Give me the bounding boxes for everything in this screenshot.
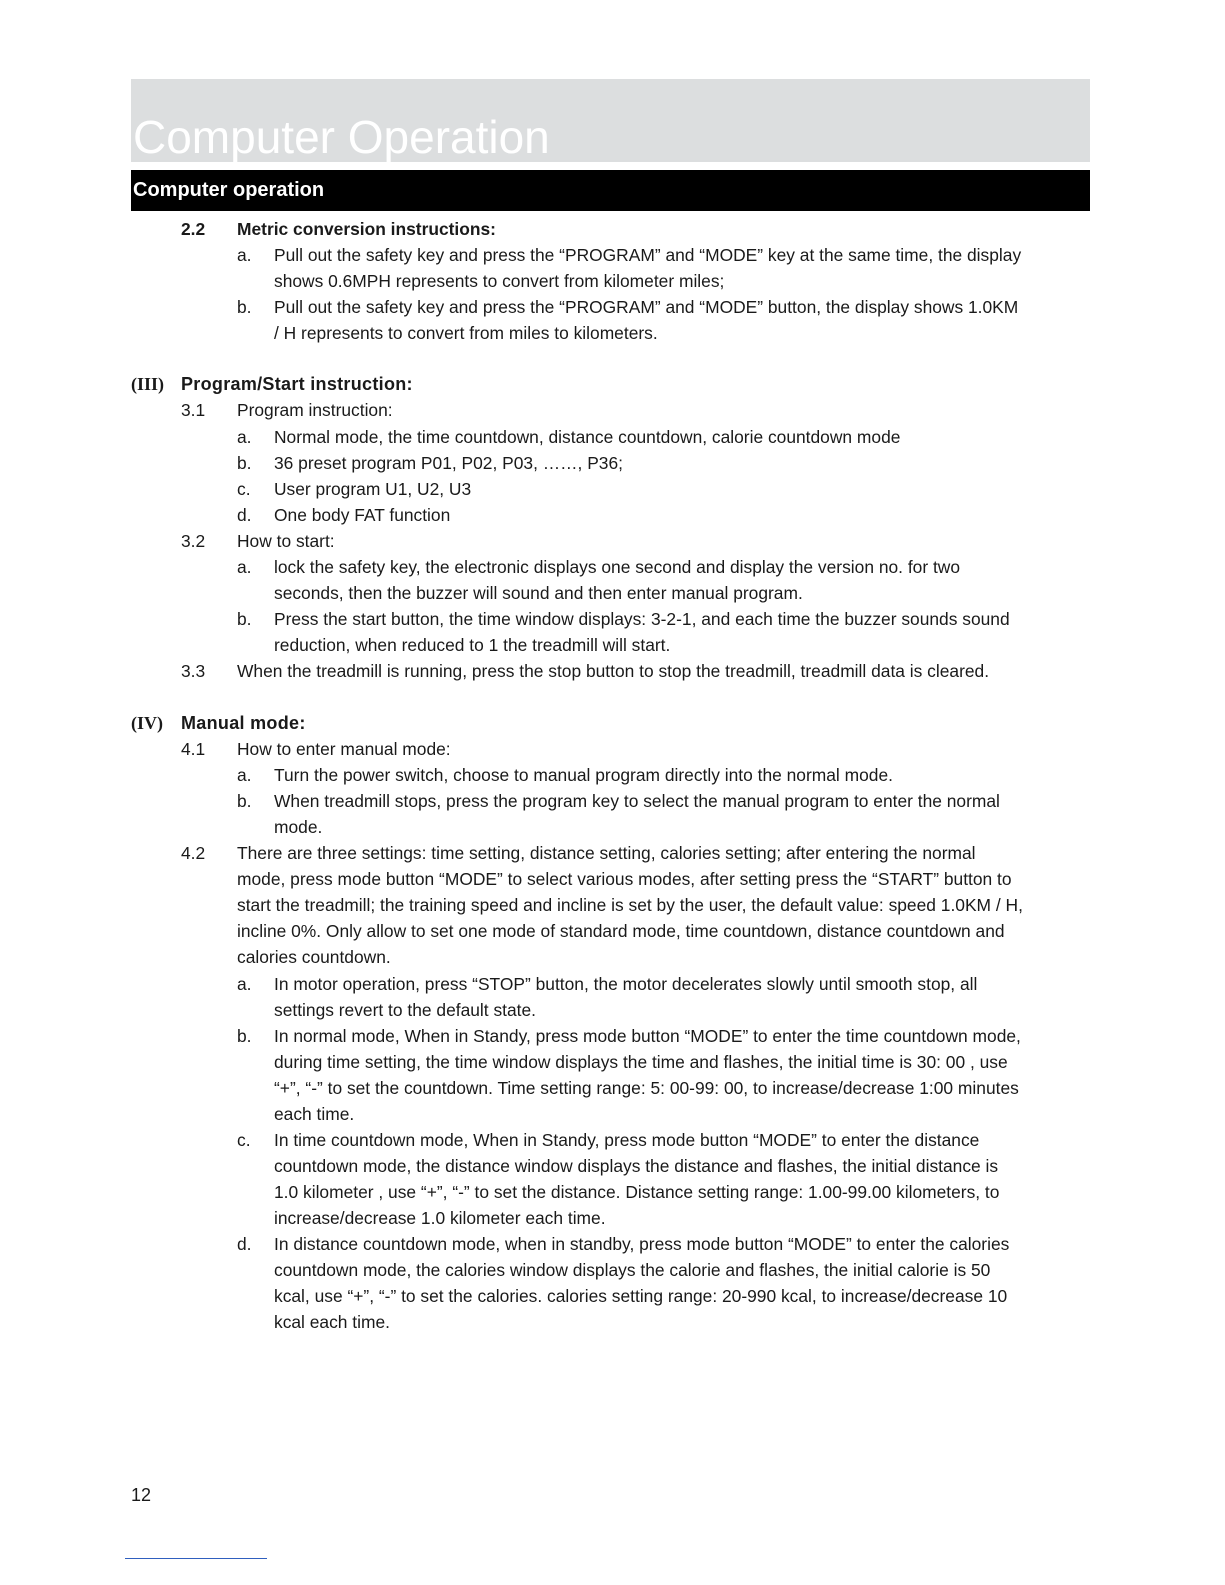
- list-item-text: countdown mode, the distance window displays the distance and flashes, the initial distance is: [274, 1156, 999, 1176]
- list-marker: b.: [237, 791, 252, 811]
- list-item-text: 36 preset program P01, P02, P03, ……, P36;: [274, 453, 623, 473]
- list-marker: d.: [237, 505, 252, 525]
- list-marker: a.: [237, 765, 252, 785]
- list-marker: a.: [237, 427, 252, 447]
- subsection-heading: Metric conversion instructions:: [237, 219, 496, 239]
- list-item-text: 1.0 kilometer , use “+”, “-” to set the distance. Distance setting range: 1.00-99.00 kilometers, to: [274, 1182, 1000, 1202]
- list-item-text: In distance countdown mode, when in standby, press mode button “MODE” to enter the calories: [274, 1234, 1010, 1254]
- subsection-number: 4.1: [181, 739, 206, 759]
- section-heading: Manual mode:: [181, 713, 306, 733]
- section-bar: [131, 170, 1090, 211]
- list-item-text: during time setting, the time window displays the time and flashes, the initial time is 30: 00 , use: [274, 1052, 1008, 1072]
- list-marker: b.: [237, 297, 252, 317]
- subsection-number: 2.2: [181, 219, 206, 239]
- subsection-text: When the treadmill is running, press the stop button to stop the treadmill, treadmill data is cleared.: [237, 661, 990, 681]
- list-item-text: Turn the power switch, choose to manual program directly into the normal mode.: [274, 765, 893, 785]
- list-marker: a.: [237, 557, 252, 577]
- subsection-number: 3.2: [181, 531, 206, 551]
- section-roman-numeral: (III): [131, 374, 165, 394]
- list-item-text: In time countdown mode, When in Standy, press mode button “MODE” to enter the distance: [274, 1130, 980, 1150]
- list-marker: b.: [237, 609, 252, 629]
- subsection-number: 3.3: [181, 661, 206, 681]
- list-item-text: Press the start button, the time window displays: 3-2-1, and each time the buzzer sounds sound: [274, 609, 1010, 629]
- list-item-text: In normal mode, When in Standy, press mode button “MODE” to enter the time countdown mode,: [274, 1026, 1021, 1046]
- list-item-text: mode.: [274, 817, 323, 837]
- subsection-number: 4.2: [181, 843, 206, 863]
- subsection-text: How to enter manual mode:: [237, 739, 451, 759]
- page-title: Computer Operation: [133, 111, 550, 163]
- subsection-text: How to start:: [237, 531, 335, 551]
- list-marker: c.: [237, 479, 251, 499]
- section-heading: Program/Start instruction:: [181, 374, 413, 394]
- page-number: 12: [131, 1485, 152, 1505]
- subsection-number: 3.1: [181, 400, 206, 420]
- list-item-text: Pull out the safety key and press the “PROGRAM” and “MODE” key at the same time, the display: [274, 245, 1022, 265]
- list-item-text: One body FAT function: [274, 505, 451, 525]
- list-item-text: lock the safety key, the electronic displays one second and display the version no. for two: [274, 557, 961, 577]
- list-item-text: In motor operation, press “STOP” button, the motor decelerates slowly until smooth stop, all: [274, 974, 978, 994]
- list-item-text: settings revert to the default state.: [274, 1000, 536, 1020]
- paragraph-line: calories countdown.: [237, 947, 391, 967]
- list-item-text: / H represents to convert from miles to kilometers.: [274, 323, 658, 343]
- section-roman-numeral: (IV): [131, 713, 163, 733]
- list-item-text: shows 0.6MPH represents to convert from kilometer miles;: [274, 271, 725, 291]
- list-marker: a.: [237, 245, 252, 265]
- section-bar-title: Computer operation: [133, 179, 325, 201]
- list-item-text: reduction, when reduced to 1 the treadmill will start.: [274, 635, 671, 655]
- list-item-text: When treadmill stops, press the program key to select the manual program to enter the normal: [274, 791, 1000, 811]
- subsection-text: Program instruction:: [237, 400, 393, 420]
- list-marker: b.: [237, 453, 252, 473]
- list-marker: d.: [237, 1234, 252, 1254]
- list-item-text: countdown mode, the calories window displays the calorie and flashes, the initial calorie is 50: [274, 1260, 991, 1280]
- list-marker: c.: [237, 1130, 251, 1150]
- paragraph-line: start the treadmill; the training speed and incline is set by the user, the default value: speed 1.0KM / H,: [237, 895, 1023, 915]
- paragraph-line: incline 0%. Only allow to set one mode of standard mode, time countdown, distance countdown and: [237, 921, 1005, 941]
- paragraph-line: mode, press mode button “MODE” to select various modes, after setting press the “START” button to: [237, 869, 1012, 889]
- paragraph-line: There are three settings: time setting, distance setting, calories setting; after entering the normal: [237, 843, 976, 863]
- list-item-text: kcal each time.: [274, 1312, 390, 1332]
- list-item-text: kcal, use “+”, “-” to set the calories. calories setting range: 20-990 kcal, to increase/decrease 10: [274, 1286, 1008, 1306]
- list-marker: b.: [237, 1026, 252, 1046]
- list-item-text: Normal mode, the time countdown, distance countdown, calorie countdown mode: [274, 427, 901, 447]
- list-item-text: “+”, “-” to set the countdown. Time setting range: 5: 00-99: 00, to increase/decrease 1:00 minutes: [274, 1078, 1019, 1098]
- list-item-text: each time.: [274, 1104, 355, 1124]
- list-marker: a.: [237, 974, 252, 994]
- list-item-text: Pull out the safety key and press the “PROGRAM” and “MODE” button, the display shows 1.0KM: [274, 297, 1019, 317]
- list-item-text: increase/decrease 1.0 kilometer each time.: [274, 1208, 606, 1228]
- title-band: [131, 79, 1090, 162]
- footer-divider: [125, 1558, 267, 1559]
- list-item-text: seconds, then the buzzer will sound and then enter manual program.: [274, 583, 803, 603]
- list-item-text: User program U1, U2, U3: [274, 479, 472, 499]
